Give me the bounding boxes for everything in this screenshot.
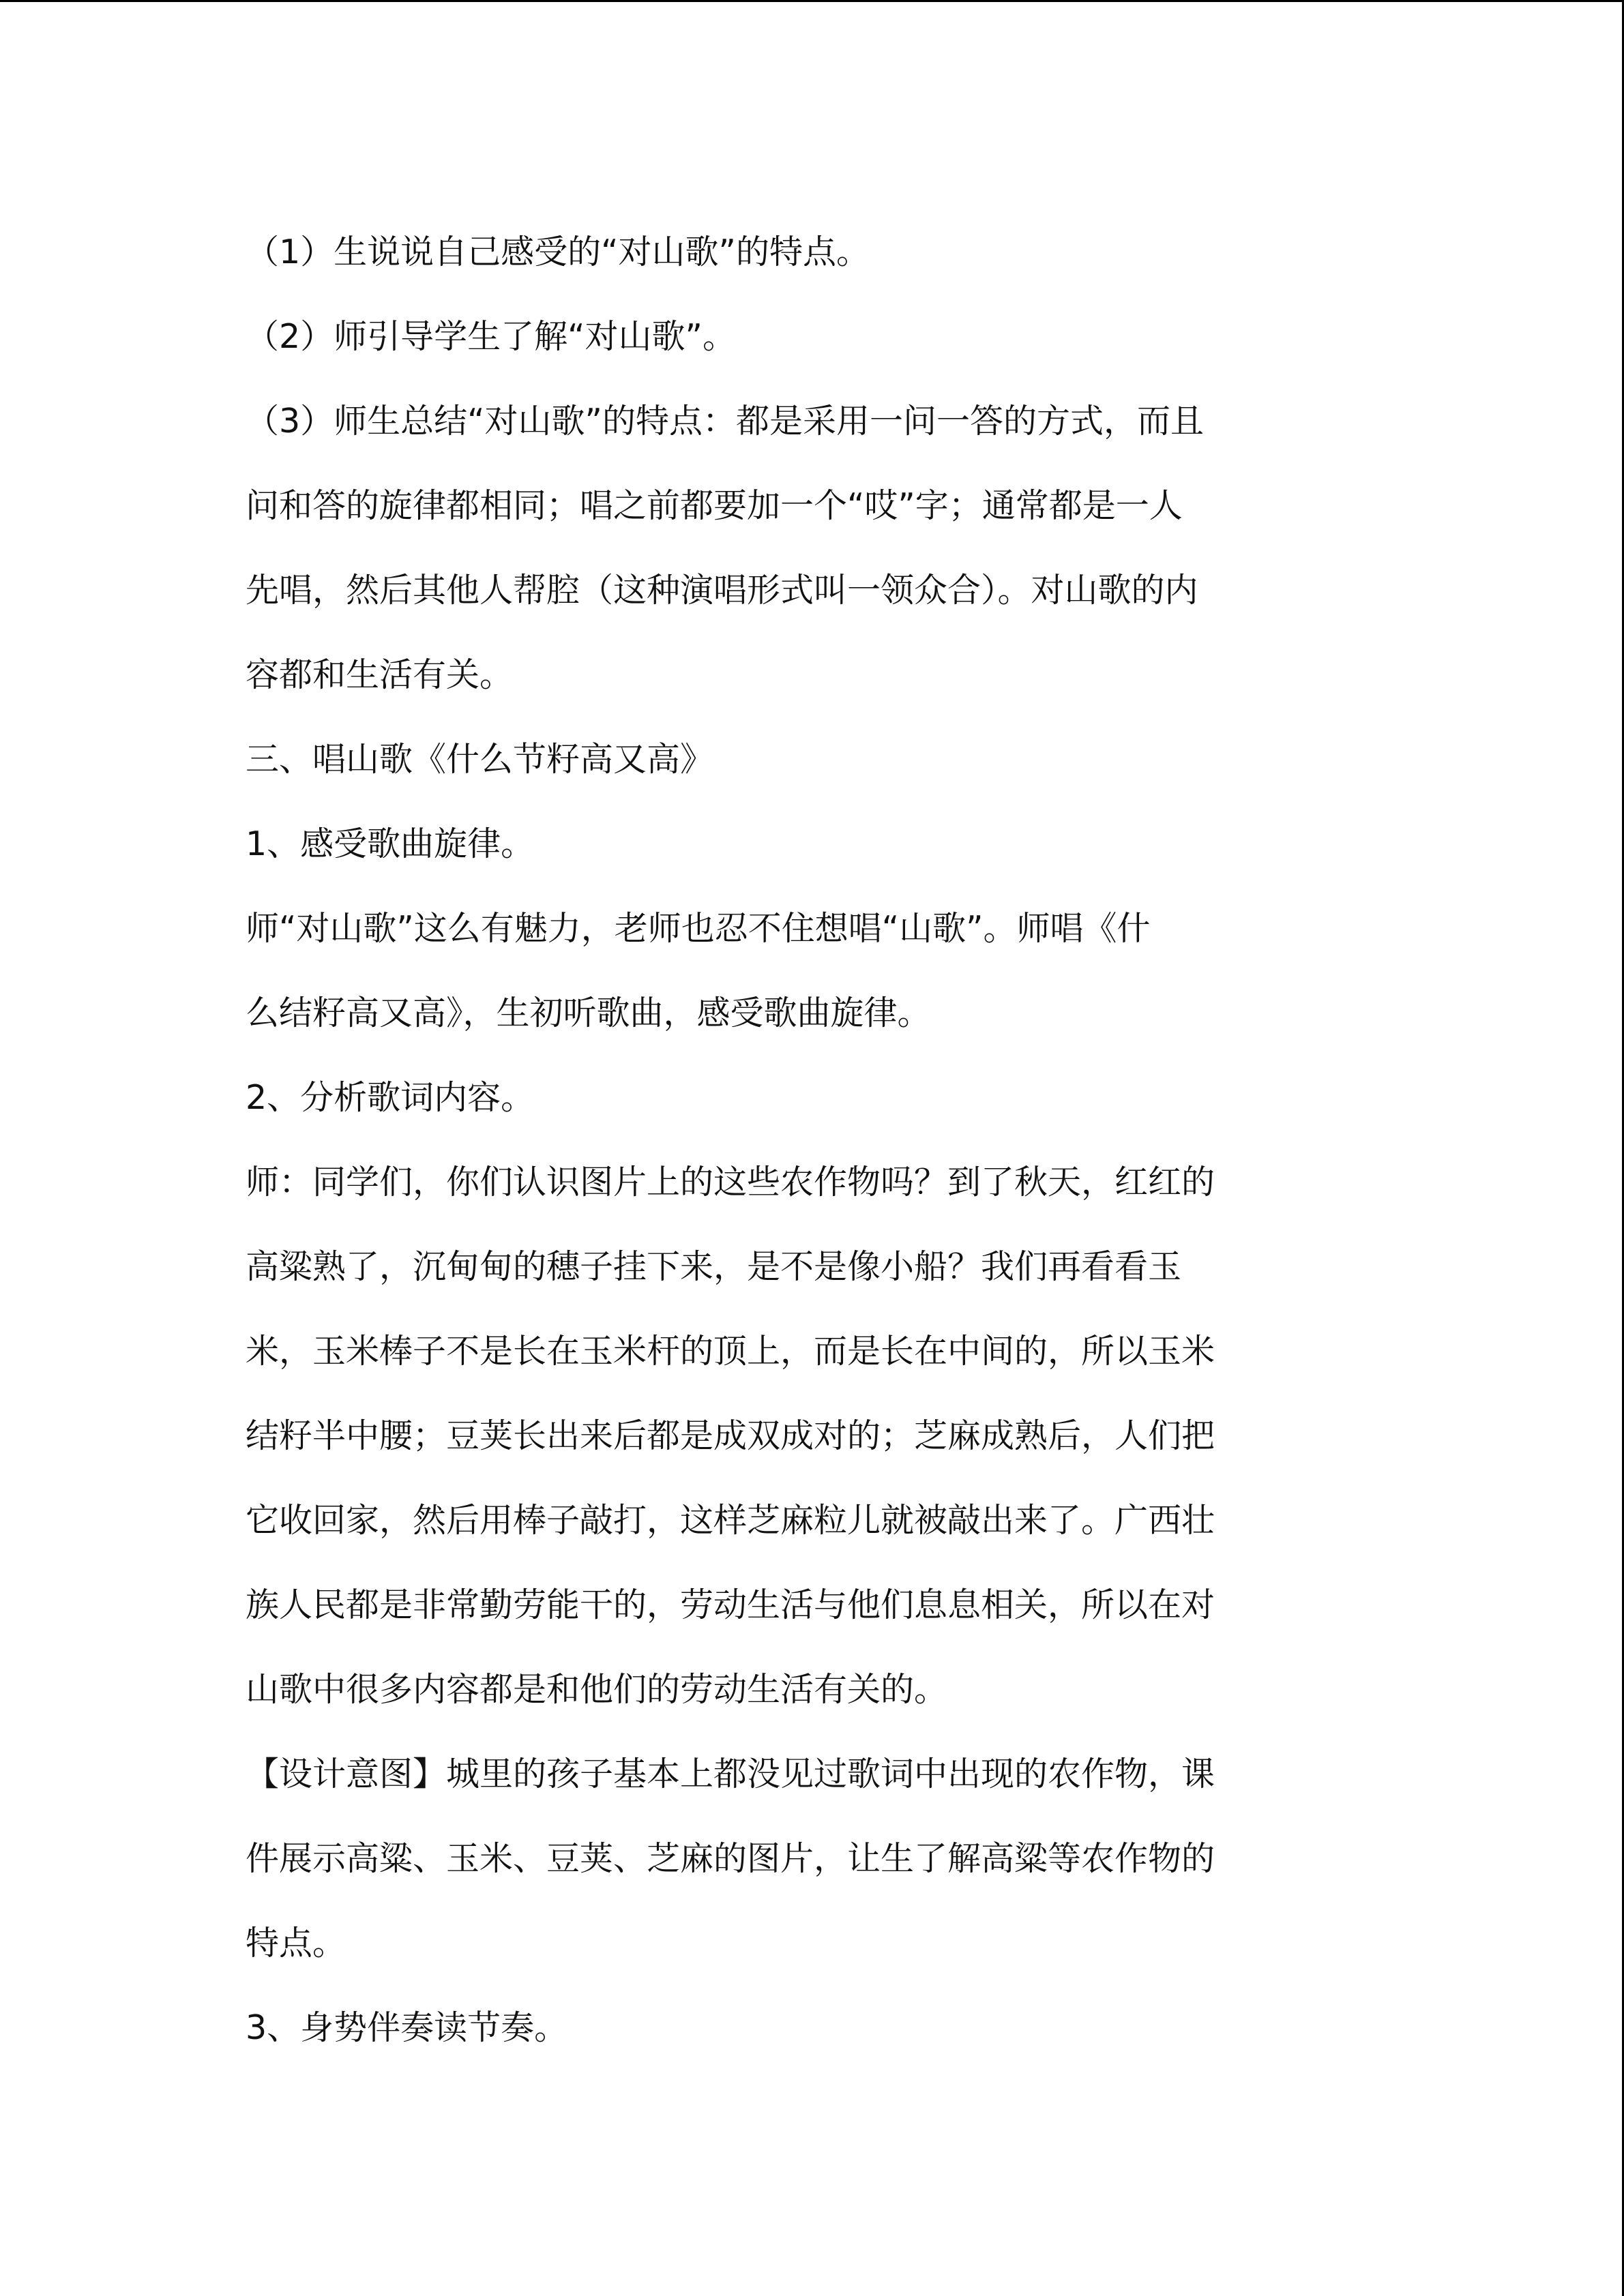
section-heading: 三、唱山歌《什么节籽高又高》 [246,740,714,779]
text-line: 米，玉米棒子不是长在玉米杆的顶上，而是长在中间的，所以玉米 [246,1332,1215,1371]
text-line: 师：同学们，你们认识图片上的这些农作物吗？到了秋天，红红的 [246,1163,1215,1202]
text-line: 师“对山歌”这么有魅力，老师也忍不住想唱“山歌”。师唱《什 [246,909,1151,948]
text-line: 先唱，然后其他人帮腔（这种演唱形式叫一领众合）。对山歌的内 [246,571,1198,610]
text-line: 容都和生活有关。 [246,655,514,694]
top-border-line [0,0,1624,2]
text-line: 结籽半中腰；豆荚长出来后都是成双成对的；芝麻成熟后，人们把 [246,1416,1215,1455]
subheading-1: 1、感受歌曲旋律。 [246,824,535,863]
text-line-step-1: （1）生说说自己感受的“对山歌”的特点。 [246,233,870,271]
document-body [246,210,1378,2070]
text-line: 么结籽高又高》，生初听歌曲，感受歌曲旋律。 [246,994,931,1032]
text-line: 件展示高粱、玉米、豆荚、芝麻的图片，让生了解高粱等农作物的 [246,1839,1215,1878]
text-line-step-2: （2）师引导学生了解“对山歌”。 [246,317,736,356]
subheading-2: 2、分析歌词内容。 [246,1078,535,1117]
text-line: 问和答的旋律都相同；唱之前都要加一个“哎”字；通常都是一人 [246,486,1183,525]
text-line: 高粱熟了，沉甸甸的穗子挂下来，是不是像小船？我们再看看玉 [246,1247,1182,1286]
design-intent-line: 【设计意图】城里的孩子基本上都没见过歌词中出现的农作物，课 [246,1755,1215,1793]
text-line: 族人民都是非常勤劳能干的，劳动生活与他们息息相关，所以在对 [246,1585,1215,1624]
subheading-3: 3、身势伴奏读节奏。 [246,2008,568,2047]
text-line: 它收回家，然后用棒子敲打，这样芝麻粒儿就被敲出来了。广西壮 [246,1501,1215,1540]
text-line-step-3: （3）师生总结“对山歌”的特点：都是采用一问一答的方式，而且 [246,402,1204,441]
text-line: 特点。 [246,1924,346,1963]
text-line: 山歌中很多内容都是和他们的劳动生活有关的。 [246,1670,948,1709]
